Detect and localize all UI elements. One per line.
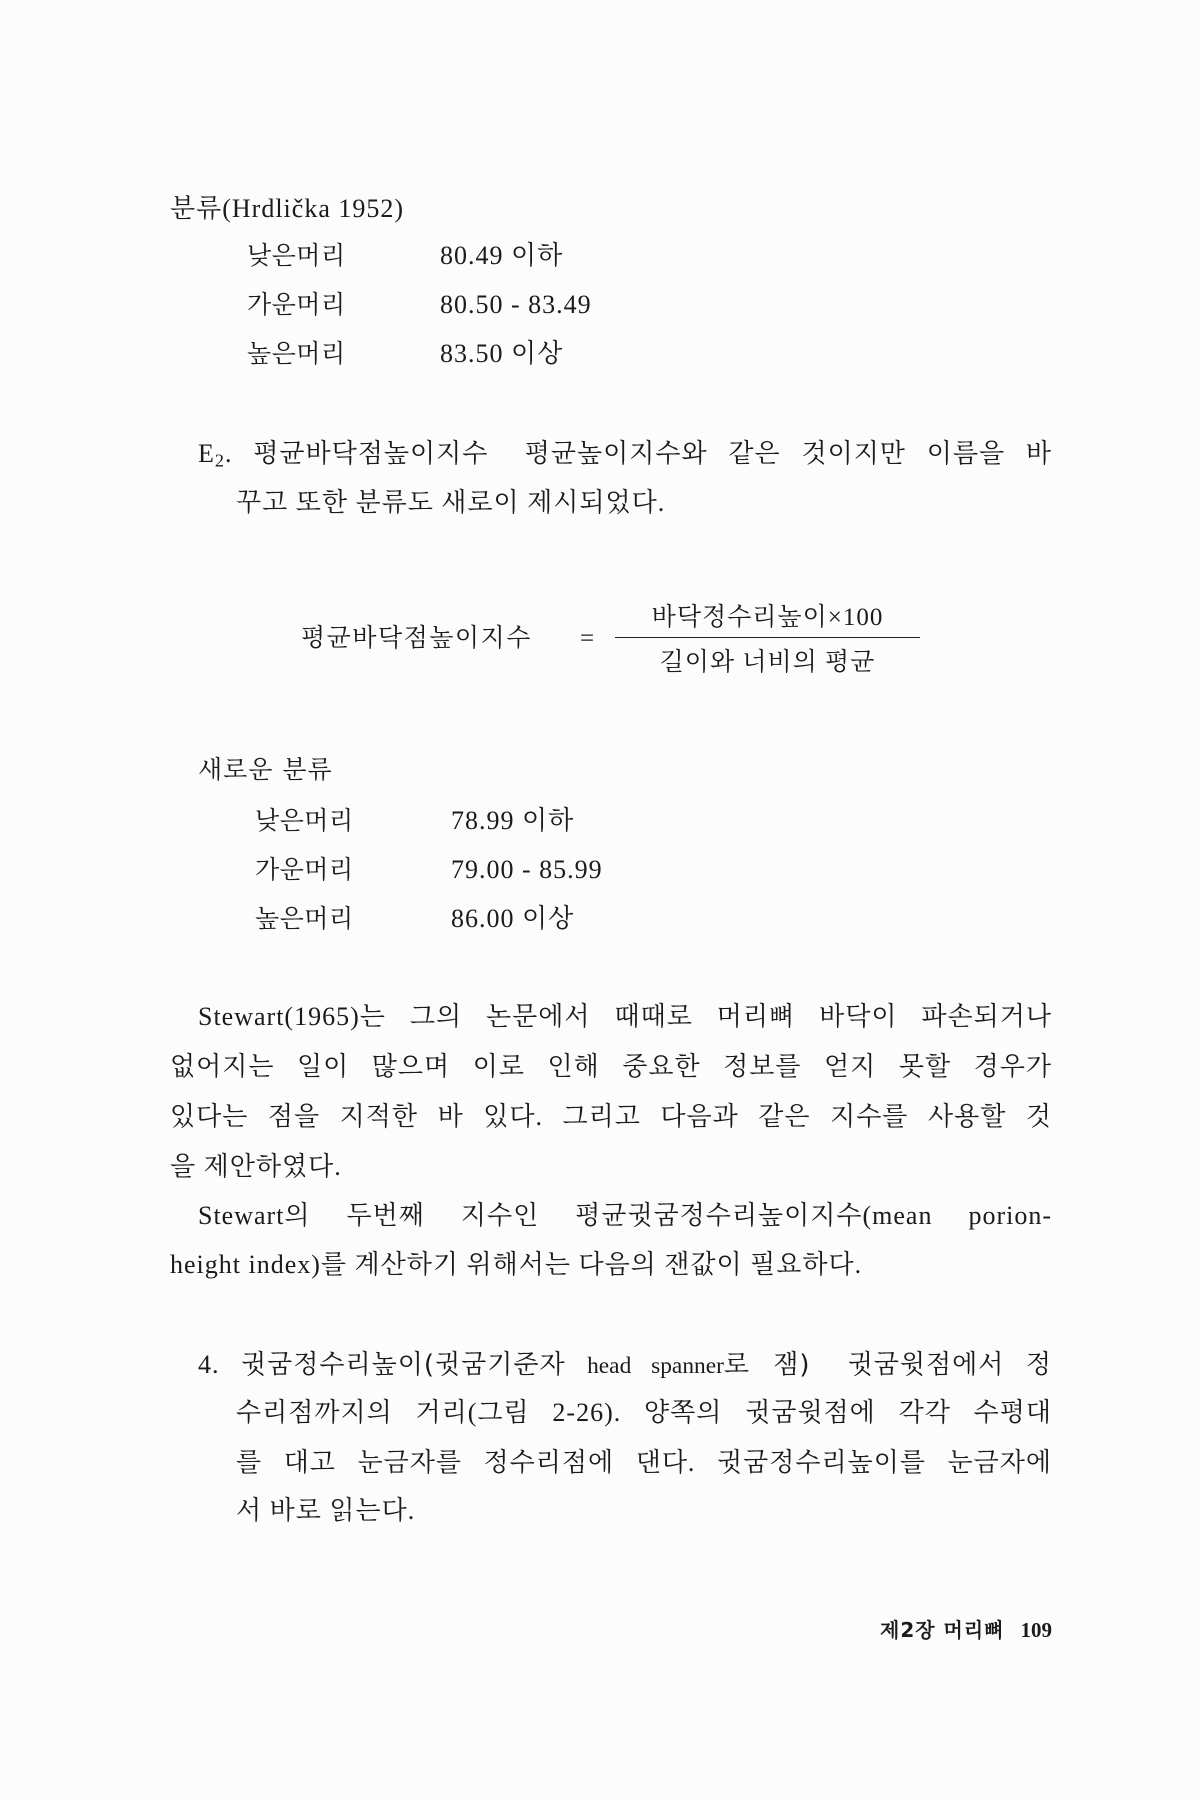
row-label: 낮은머리 <box>247 241 346 270</box>
row-label: 낮은머리 <box>255 806 354 835</box>
row-label: 높은머리 <box>255 904 354 933</box>
item-4-line: 수리점까지의 거리(그림 2-26). 양쪽의 귓굼윗점에 각각 수평대 <box>236 1398 1052 1427</box>
row-value: 83.50 이상 <box>440 339 564 368</box>
item-e2-marker-subscript: 2 <box>214 450 225 471</box>
formula-numerator: 바닥정수리높이×100 <box>651 604 884 631</box>
row-label: 가운머리 <box>255 855 354 884</box>
formula-equals: = <box>580 625 596 652</box>
paragraph-1-line: 없어지는 일이 많으며 이로 인해 중요한 정보를 얻지 못할 경우가 <box>170 1052 1052 1081</box>
paragraph-2-line: Stewart의 두번째 지수인 평균귓굼정수리높이지수(mean porion- <box>198 1201 1052 1230</box>
item-e2-term: 평균바닥점높이지수 <box>253 439 489 469</box>
running-head: 제2장 머리뼈 <box>880 1618 1005 1642</box>
paragraph-2-line: height index)를 계산하기 위해서는 다음의 잰값이 필요하다. <box>170 1250 863 1279</box>
paragraph-1-line: 있다는 점을 지적한 바 있다. 그리고 다음과 같은 지수를 사용할 것 <box>170 1102 1052 1131</box>
paragraph-1-line: Stewart(1965)는 그의 논문에서 때때로 머리뼈 바닥이 파손되거나 <box>198 1002 1052 1031</box>
row-label: 높은머리 <box>247 339 346 368</box>
item-4-term: 귓굼정수리높이(귓굼기준자 <box>241 1350 566 1380</box>
item-4-number: 4. <box>198 1350 220 1379</box>
formula-fraction <box>615 599 920 682</box>
item-4-term-latin: head spanner <box>587 1353 724 1379</box>
item-4-term-end: 로 잼) <box>723 1350 811 1380</box>
paragraph-1-line: 을 제안하였다. <box>170 1152 342 1181</box>
item-e2-marker-suffix: . <box>224 439 233 468</box>
item-4-line: 를 대고 눈금자를 정수리점에 댄다. 귓굼정수리높이를 눈금자에 <box>236 1448 1052 1477</box>
page-number: 109 <box>1020 1618 1052 1642</box>
item-e2-line <box>198 429 1052 479</box>
item-4-line <box>198 1340 1052 1390</box>
formula-denominator: 길이와 너비의 평균 <box>659 649 876 676</box>
item-e2-text: 평균높이지수와 같은 것이지만 이름을 바 <box>524 439 1053 468</box>
row-value: 79.00 - 85.99 <box>451 855 603 884</box>
classification-heading-source: (Hrdlička 1952) <box>222 194 405 223</box>
row-label: 가운머리 <box>247 290 346 319</box>
item-4-line: 서 바로 읽는다. <box>236 1496 416 1525</box>
row-value: 80.49 이하 <box>440 241 564 270</box>
new-classification-heading: 새로운 분류 <box>198 755 333 784</box>
page-footer <box>880 1615 1052 1645</box>
row-value: 78.99 이하 <box>451 806 575 835</box>
formula-lhs: 평균바닥점높이지수 <box>301 625 532 652</box>
item-e2-line: 꾸고 또한 분류도 새로이 제시되었다. <box>236 488 666 517</box>
row-value: 80.50 - 83.49 <box>440 290 592 319</box>
classification-heading <box>170 184 404 234</box>
classification-heading-label: 분류 <box>170 194 223 224</box>
item-4-text: 귓굼윗점에서 정 <box>847 1350 1053 1379</box>
item-e2-marker: E <box>198 439 215 468</box>
row-value: 86.00 이상 <box>451 904 575 933</box>
